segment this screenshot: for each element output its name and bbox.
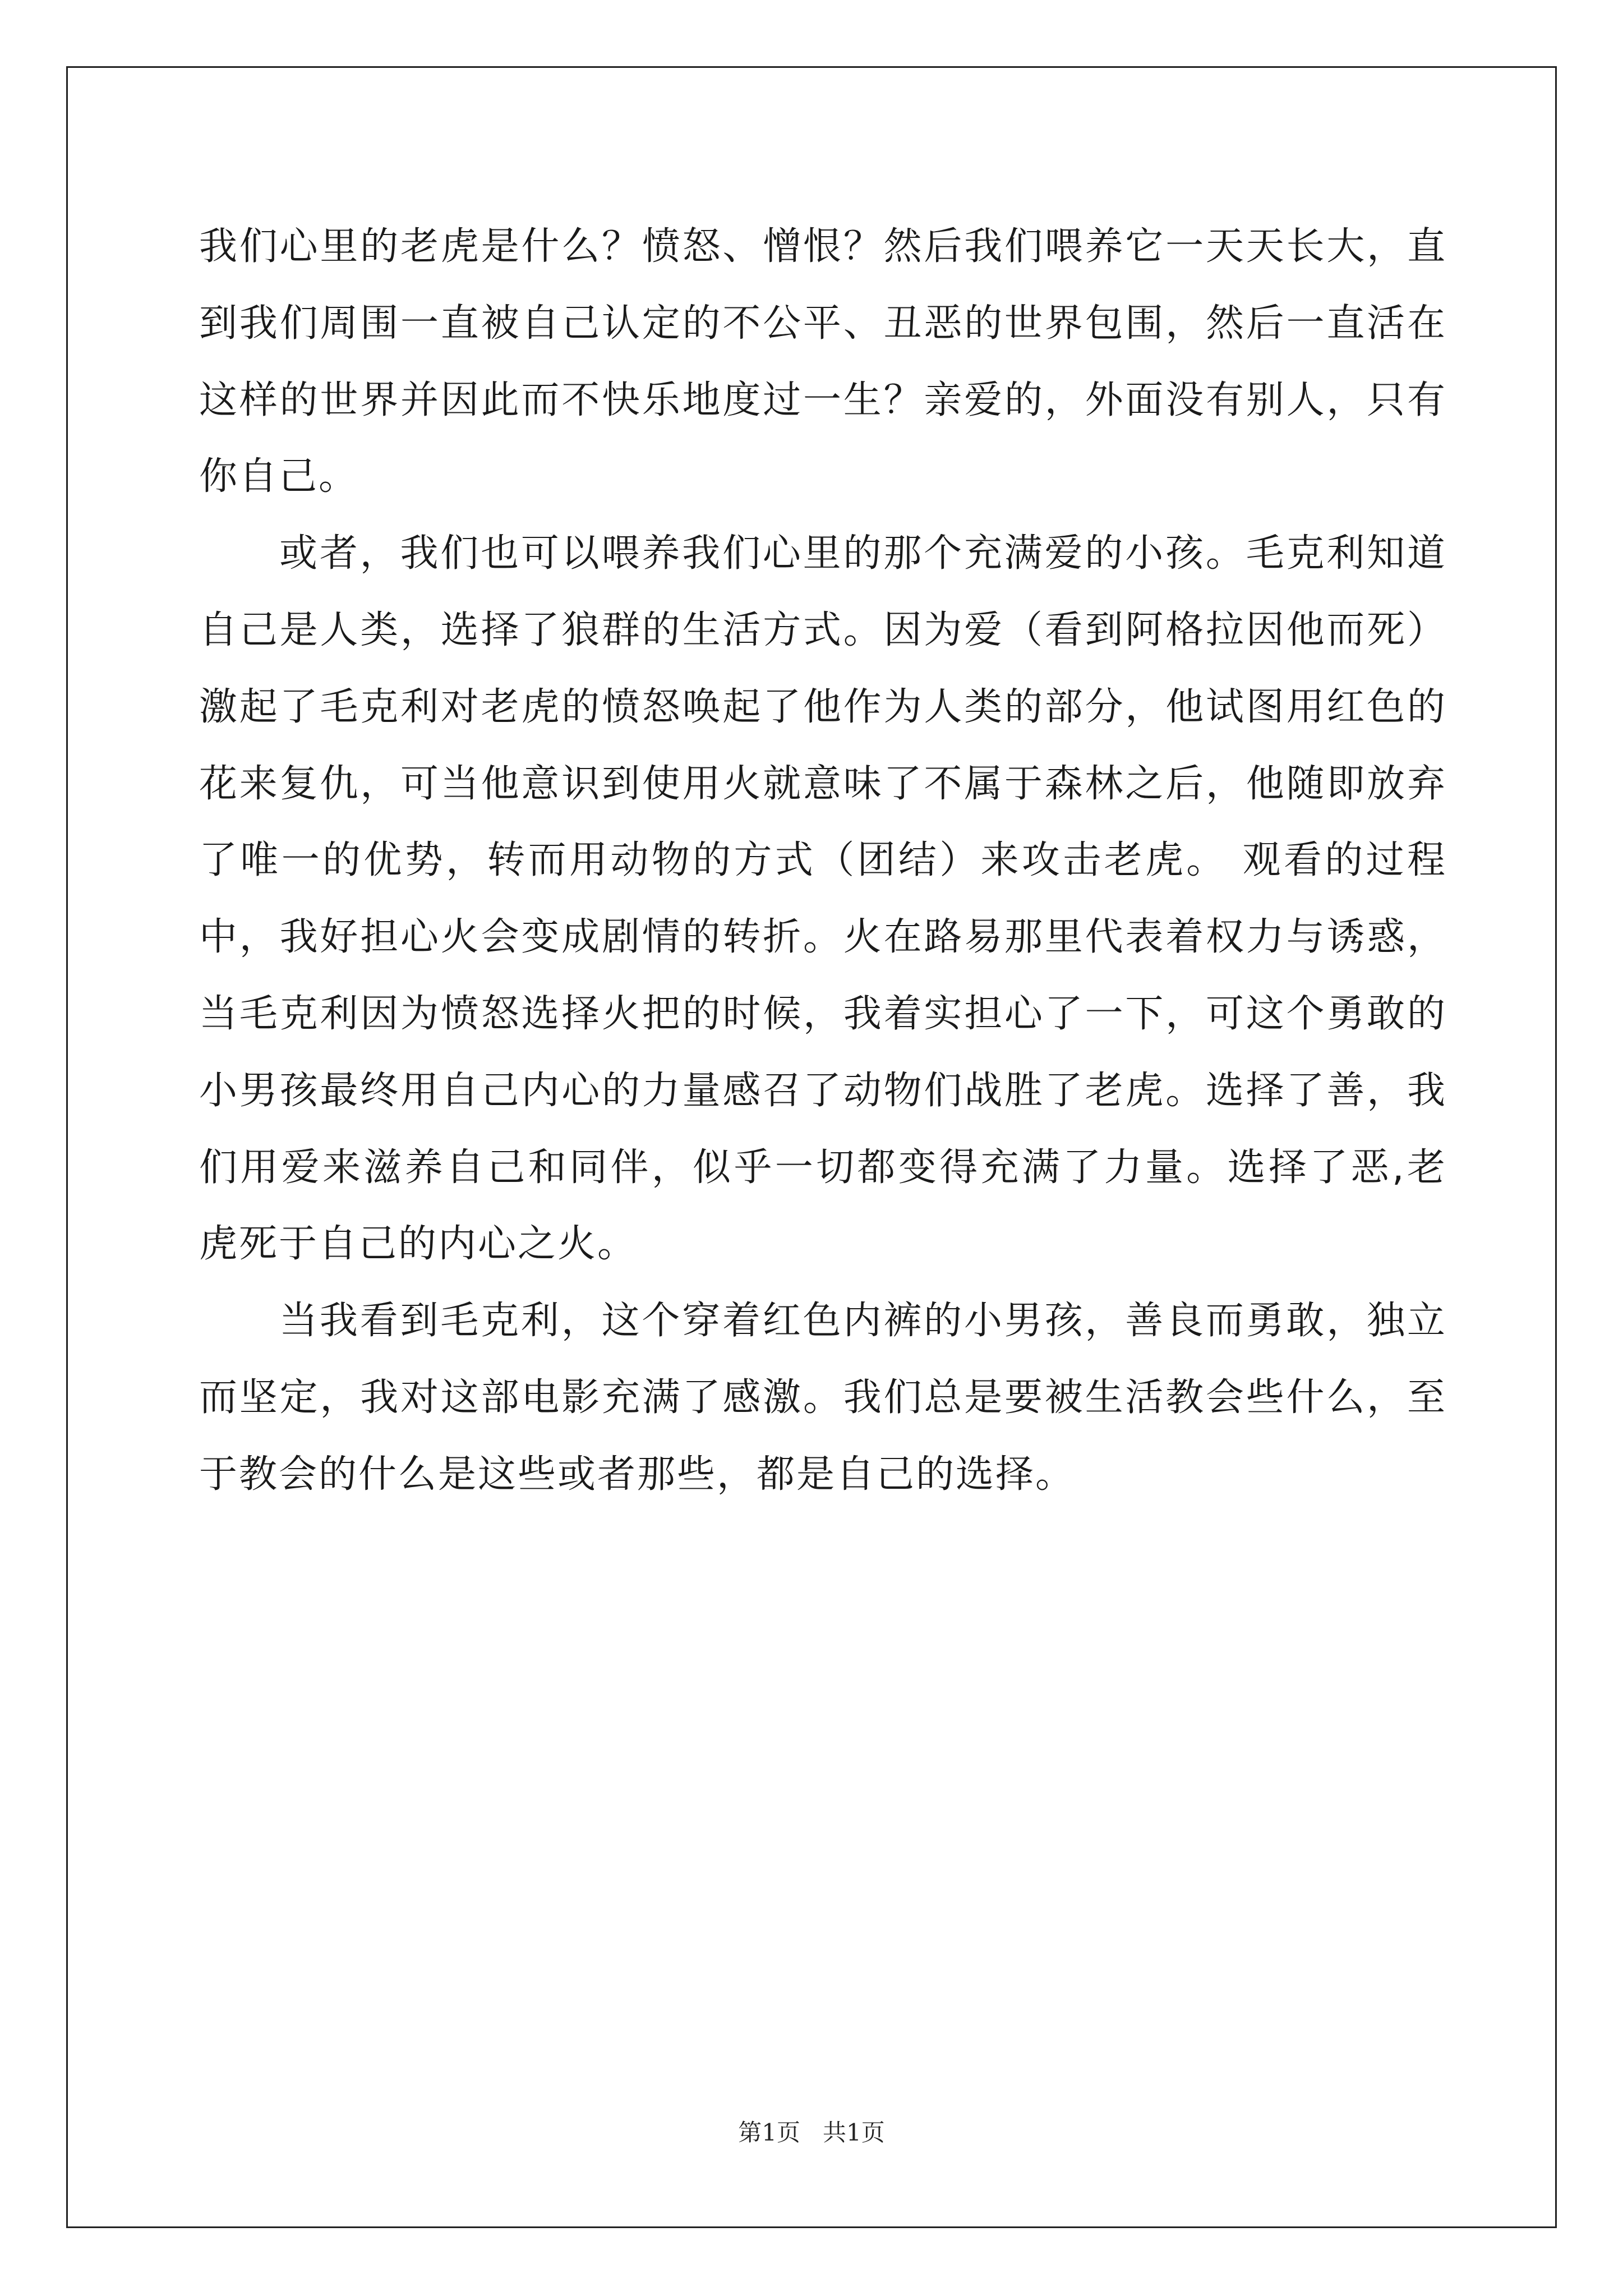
page-number: 第1页 — [738, 2119, 800, 2146]
paragraph-1: 我们心里的老虎是什么？愤怒、憎恨？然后我们喂养它一天天长大，直到我们周围一直被自己认定的不公平、丑恶的世界包围，然后一直活在这样的世界并因此而不快乐地度过一生？亲爱的，外面没有别人，只有你自己。 — [199, 224, 1447, 499]
paragraph-3: 当我看到毛克利，这个穿着红色内裤的小男孩，善良而勇敢，独立而坚定，我对这部电影充满了感激。我们总是要被生活教会些什么，至于教会的什么是这些或者那些，都是自己的选择。 — [199, 1299, 1447, 1497]
page-total: 共1页 — [823, 2119, 885, 2146]
page-footer — [0, 2116, 1623, 2150]
paragraph-2: 或者，我们也可以喂养我们心里的那个充满爱的小孩。毛克利知道自己是人类，选择了狼群的生活方式。因为爱（看到阿格拉因他而死）激起了毛克利对老虎的愤怒唤起了他作为人类的部分，他试图用红色的花来复仇，可当他意识到使用火就意味了不属于森林之后，他随即放弃了唯一的优势，转而用动物的方式（团结）来攻击老虎。 观看的过程中，我好担心火会变成剧情的转折。火在路易那里代表着权力与诱惑，当毛克利因为愤怒选择火把的时候，我着实担心了一下，可这个勇敢的小男孩最终用自己内心的力量感召了动物们战胜了老虎。选择了善，我们用爱来滋养自己和同伴，似乎一切都变得充满了力量。选择了恶,老虎死于自己的内心之火。 — [199, 531, 1447, 1267]
document-body — [199, 209, 1447, 1513]
